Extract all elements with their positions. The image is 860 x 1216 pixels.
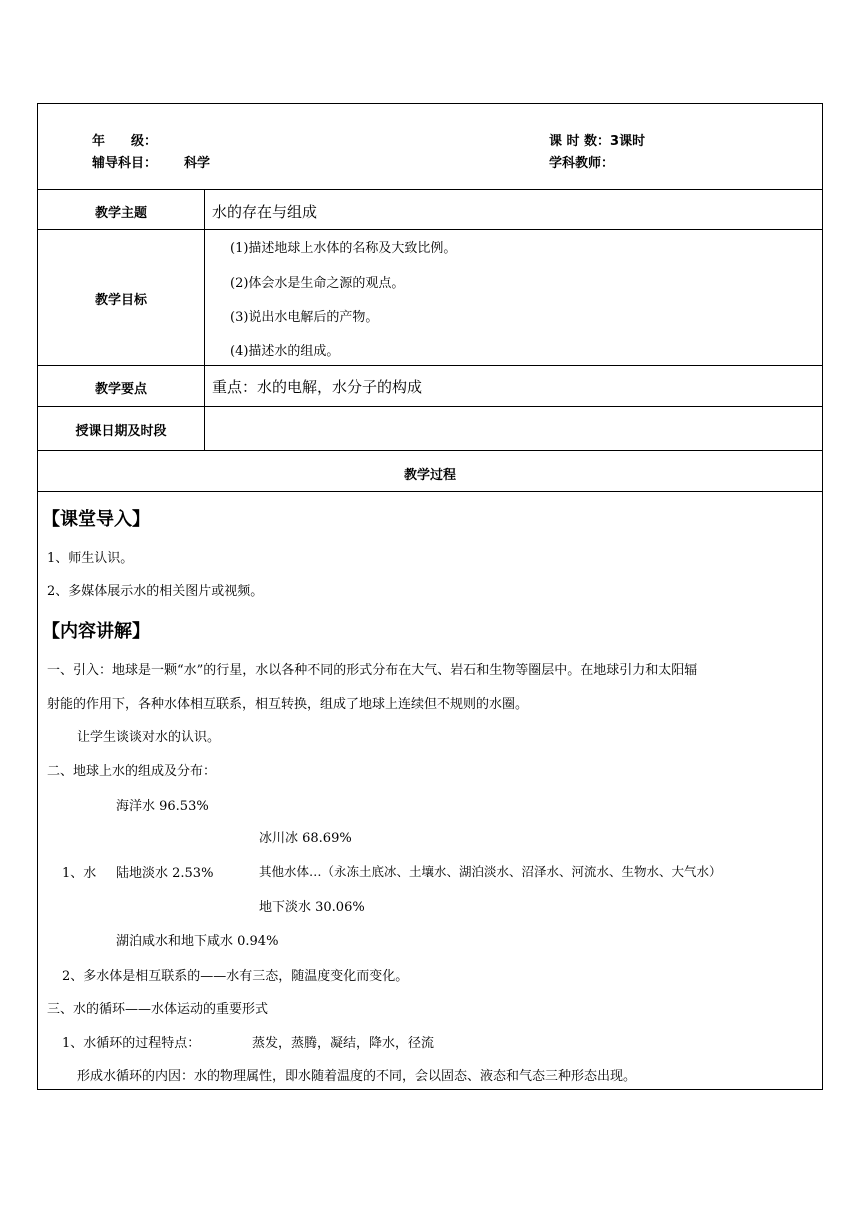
- keypoints-label: 教学要点: [94, 382, 147, 397]
- row-divider: [38, 406, 822, 407]
- water-ground: 地下淡水 30.06%: [259, 900, 365, 915]
- paragraph-intro-line: 射能的作用下，各种水体相互联系，相互转换，组成了地球上连续但不规则的水圈。: [47, 697, 529, 712]
- paragraph: 形成水循环的内因：水的物理属性，即水随着温度的不同，会以固态、液态和气态三种形态出现。: [77, 1069, 637, 1084]
- class-hours: 课 时 数：3课时: [549, 134, 646, 149]
- water-other: 其他水体…（永冻土底冰、土壤水、湖泊淡水、沼泽水、河流水、生物水、大气水）: [259, 864, 722, 879]
- topic-value: 水的存在与组成: [212, 203, 318, 221]
- intro-item: 1、师生认识。: [47, 551, 134, 566]
- row-divider: [38, 229, 822, 230]
- process-label: 教学过程: [403, 468, 456, 483]
- goal-item: (4)描述水的组成。: [230, 344, 340, 359]
- row-divider: [38, 189, 822, 190]
- paragraph: 让学生谈谈对水的认识。: [77, 730, 221, 745]
- teacher-label: 学科教师：: [549, 156, 615, 171]
- intro-item: 2、多媒体展示水的相关图片或视频。: [47, 584, 264, 599]
- paragraph-intro-line: 一、引入：地球是一颗“水”的行星，水以各种不同的形式分布在大气、岩石和生物等圈层中。在地球引力和太阳辐: [47, 663, 698, 678]
- intro-heading: 【课堂导入】: [42, 509, 150, 530]
- water-glacier: 冰川冰 68.69%: [259, 831, 352, 846]
- water-fresh: 陆地淡水 2.53%: [116, 866, 214, 881]
- goal-item: (2)体会水是生命之源的观点。: [230, 276, 405, 291]
- column-divider: [204, 189, 205, 450]
- grade-label: 年 级：: [92, 134, 158, 149]
- paragraph: 2、多水体是相互联系的——水有三态，随温度变化而变化。: [62, 969, 409, 984]
- date-label: 授课日期及时段: [75, 424, 167, 439]
- water-salt: 湖泊咸水和地下咸水 0.94%: [116, 934, 279, 949]
- section-heading: 三、水的循环——水体运动的重要形式: [47, 1002, 269, 1017]
- cycle-label: 1、水循环的过程特点：: [62, 1036, 201, 1051]
- cycle-value: 蒸发，蒸腾，凝结，降水，径流: [252, 1036, 435, 1051]
- goals-label: 教学目标: [94, 293, 147, 308]
- row-divider: [38, 491, 822, 492]
- row-divider: [38, 450, 822, 451]
- row-divider: [38, 365, 822, 366]
- water-ocean: 海洋水 96.53%: [116, 799, 209, 814]
- lecture-heading: 【内容讲解】: [42, 621, 150, 642]
- water-root: 1、水: [62, 866, 97, 881]
- goal-item: (3)说出水电解后的产物。: [230, 310, 379, 325]
- goal-item: (1)描述地球上水体的名称及大致比例。: [230, 241, 457, 256]
- subject-label: 辅导科目：: [92, 156, 158, 171]
- keypoints-value: 重点：水的电解，水分子的构成: [212, 378, 423, 396]
- section-heading: 二、地球上水的组成及分布：: [47, 764, 217, 779]
- subject-value: 科学: [184, 156, 211, 171]
- lesson-plan-table: [37, 103, 823, 1090]
- topic-label: 教学主题: [94, 206, 147, 221]
